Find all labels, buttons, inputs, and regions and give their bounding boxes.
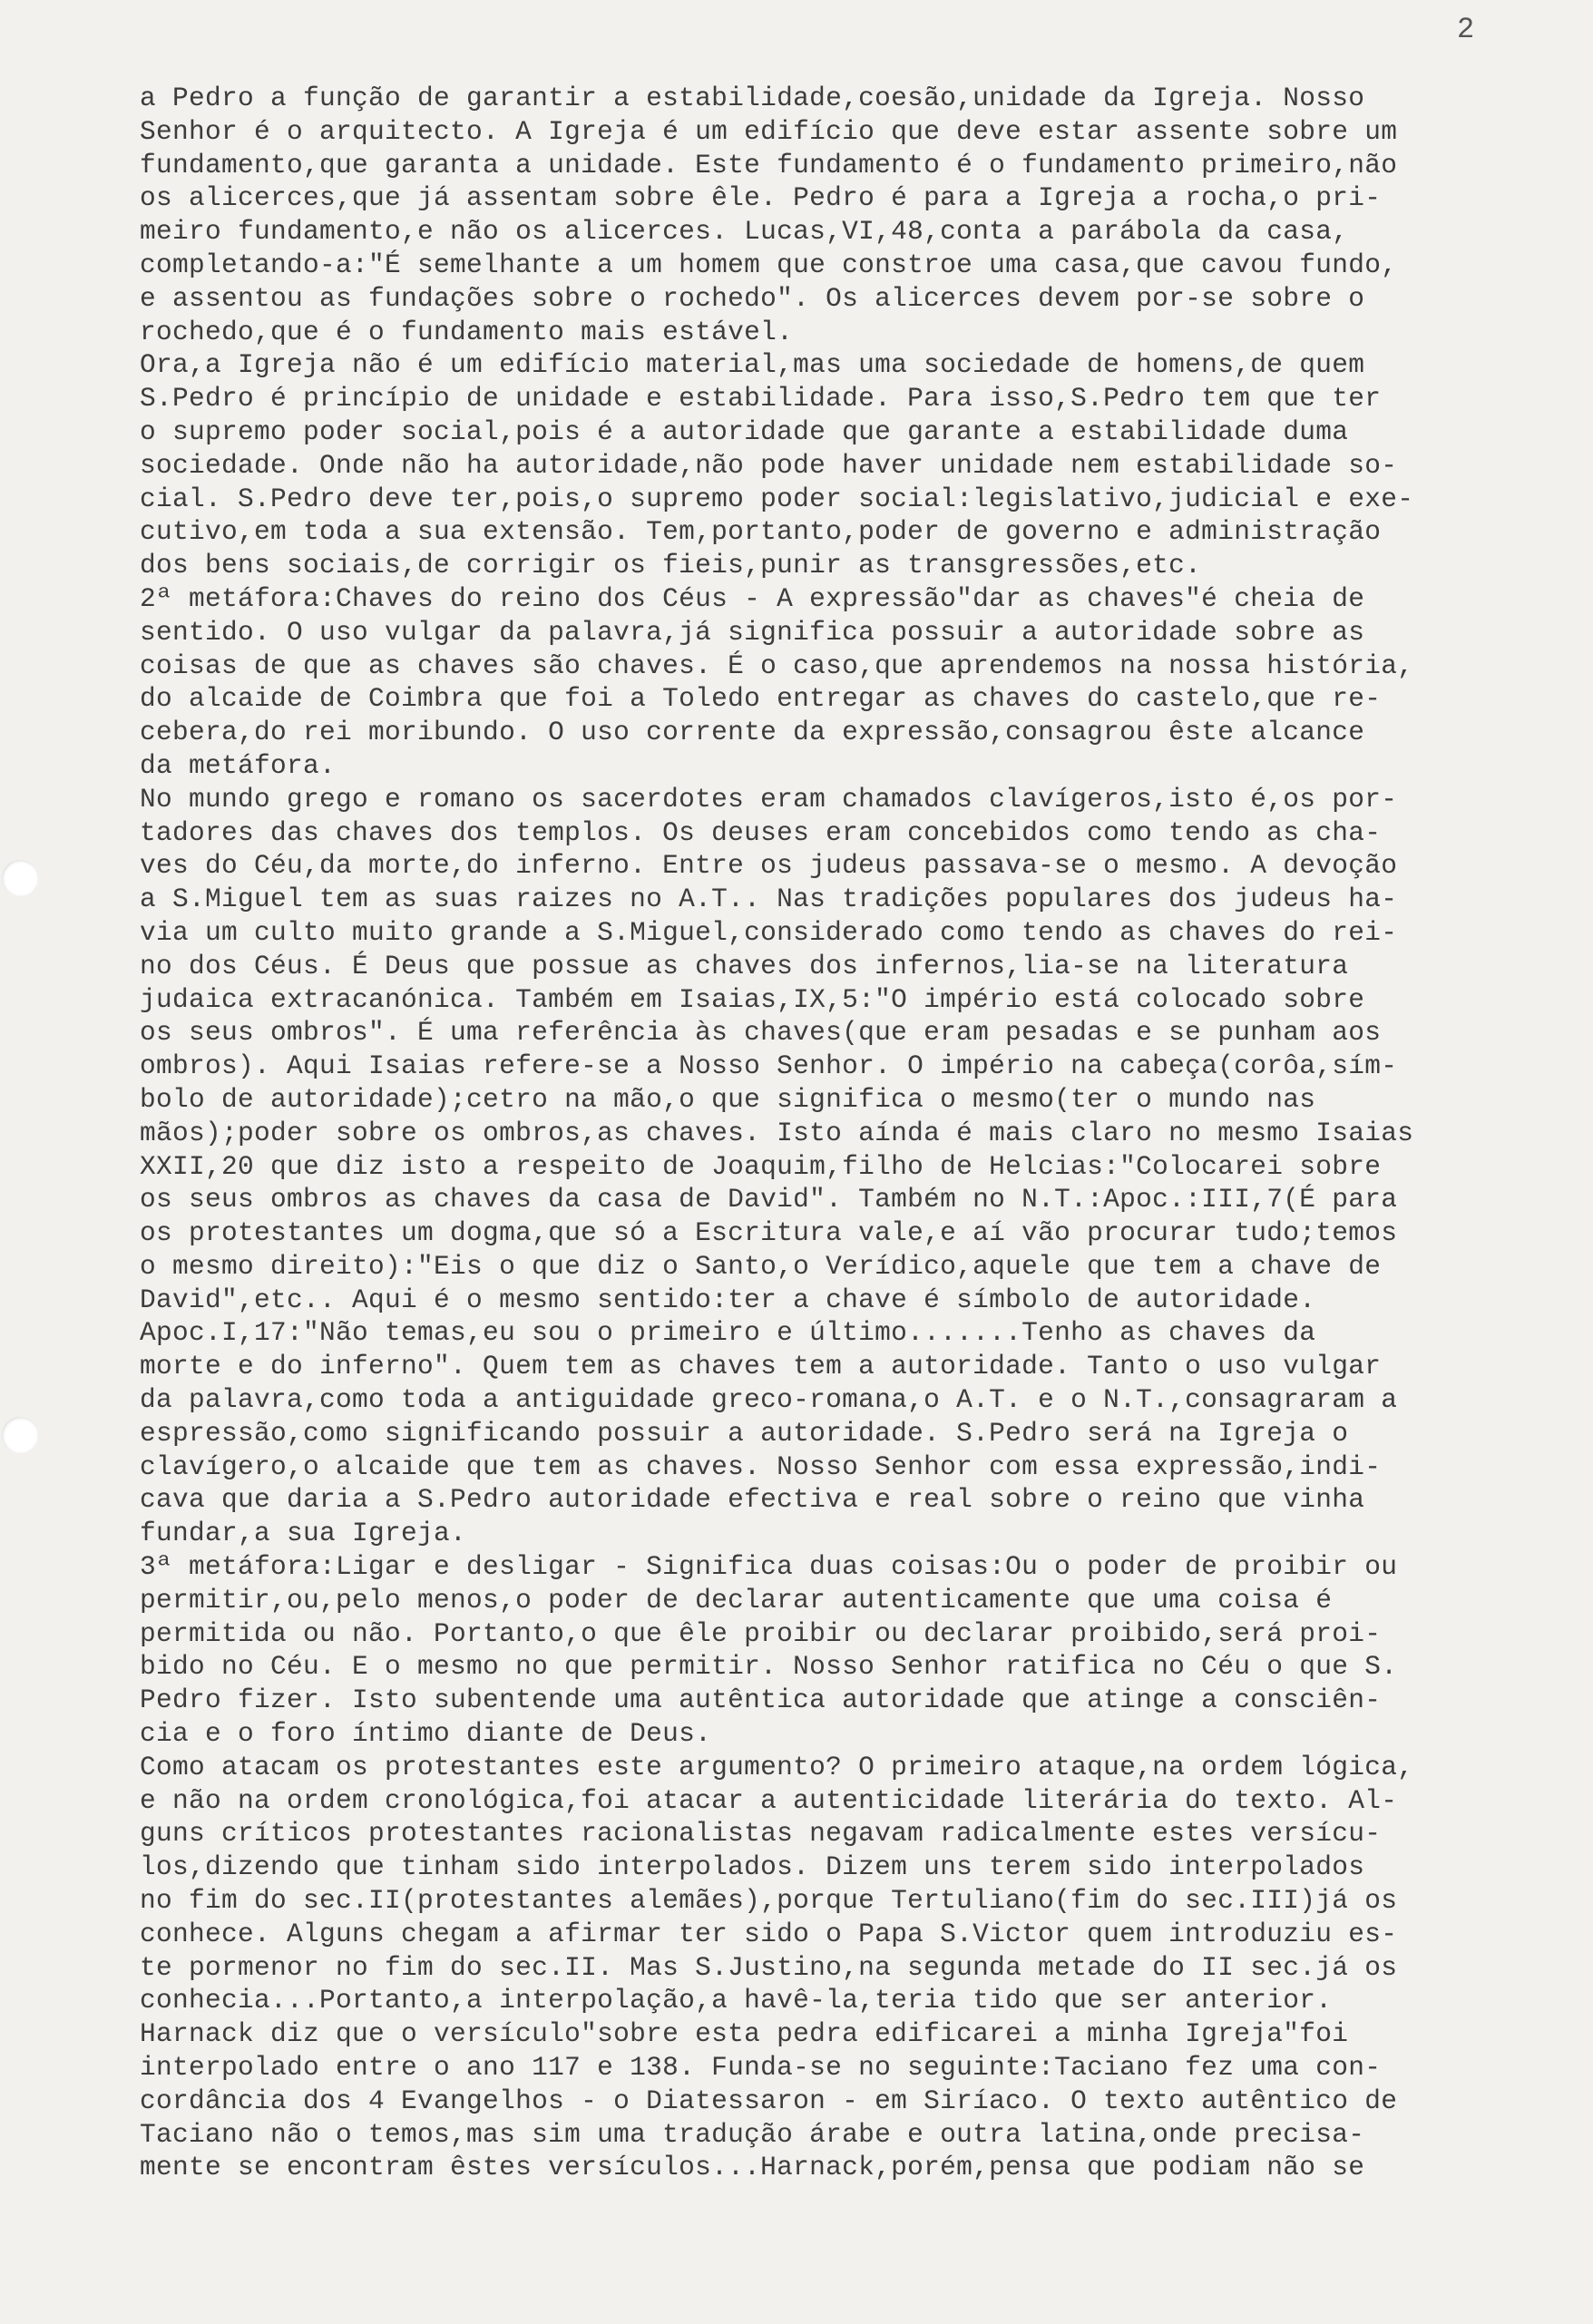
text-line: a S.Miguel tem as suas raizes no A.T.. Nas tradições populares dos judeus ha-	[140, 884, 1398, 915]
text-line: S.Pedro é princípio de unidade e estabilidade. Para isso,S.Pedro tem que ter	[140, 383, 1382, 415]
text-line: Taciano não o temos,mas sim uma tradução árabe e outra latina,onde precisa-	[140, 2118, 1365, 2150]
text-line: o mesmo direito):"Eis o que diz o Santo,o Verídico,aquele que tem a chave de	[140, 1250, 1382, 1282]
text-line: os protestantes um dogma,que só a Escritura vale,e aí vão procurar tudo;temos	[140, 1217, 1398, 1249]
text-line: ves do Céu,da morte,do inferno. Entre os judeus passava-se o mesmo. A devoção	[140, 850, 1398, 882]
text-line: do alcaide de Coimbra que foi a Toledo entregar as chaves do castelo,que re-	[140, 683, 1382, 715]
text-line: fundar,a sua Igreja.	[140, 1518, 467, 1549]
text-line: no dos Céus. É Deus que possue as chaves dos infernos,lia-se na literatura	[140, 950, 1349, 981]
page-number: 2	[1457, 13, 1475, 46]
text-line: os seus ombros as chaves da casa de David". Também no N.T.:Apoc.:III,7(É para	[140, 1184, 1398, 1216]
text-line: a Pedro a função de garantir a estabilidade,coesão,unidade da Igreja. Nosso	[140, 83, 1365, 113]
text-line: David",etc.. Aqui é o mesmo sentido:ter a chave é símbolo de autoridade.	[140, 1284, 1316, 1315]
text-line: XXII,20 que diz isto a respeito de Joaquim,filho de Helcias:"Colocarei sobre	[140, 1150, 1382, 1182]
text-line: tadores das chaves dos templos. Os deuses eram concebidos como tendo as cha-	[140, 816, 1382, 848]
text-line: cial. S.Pedro deve ter,pois,o supremo poder social:legislativo,judicial e exe-	[140, 483, 1414, 514]
text-line: morte e do inferno". Quem tem as chaves tem a autoridade. Tanto o uso vulgar	[140, 1351, 1382, 1382]
text-line: conhece. Alguns chegam a afirmar ter sido o Papa S.Victor quem introduziu es-	[140, 1918, 1398, 1949]
text-line: 2ª metáfora:Chaves do reino dos Céus - A expressão"dar as chaves"é cheia de	[140, 582, 1365, 614]
text-line: os alicerces,que já assentam sobre êle. Pedro é para a Igreja a rocha,o pri-	[140, 182, 1382, 214]
text-line: o supremo poder social,pois é a autoridade que garante a estabilidade duma	[140, 415, 1349, 447]
text-line: cutivo,em toda a sua extensão. Tem,portanto,poder de governo e administração	[140, 516, 1382, 548]
text-line: rochedo,que é o fundamento mais estável.	[140, 316, 794, 347]
punch-hole-lower	[2, 1417, 38, 1453]
text-line: bido no Céu. E o mesmo no que permitir. Nosso Senhor ratifica no Céu o que S.	[140, 1651, 1398, 1683]
text-line: Apoc.I,17:"Não temas,eu sou o primeiro e último.......Tenho as chaves da	[140, 1317, 1316, 1349]
text-line: via um culto muito grande a S.Miguel,considerado como tendo as chaves do rei-	[140, 916, 1398, 948]
text-line: e não na ordem cronológica,foi atacar a autenticidade literária do texto. Al-	[140, 1784, 1398, 1816]
text-line: conhecia...Portanto,a interpolação,a havê-la,teria tido que ser anterior.	[140, 1985, 1333, 2016]
text-line: cebera,do rei moribundo. O uso corrente da expressão,consagrou êste alcance	[140, 717, 1365, 748]
text-line: sociedade. Onde não ha autoridade,não pode haver unidade nem estabilidade so-	[140, 449, 1398, 481]
text-line: bolo de autoridade);cetro na mão,o que significa o mesmo(ter o mundo nas	[140, 1083, 1316, 1115]
text-line: da palavra,como toda a antiguidade greco-romana,o A.T. e o N.T.,consagraram a	[140, 1384, 1398, 1416]
text-line: clavígero,o alcaide que tem as chaves. Nosso Senhor com essa expressão,indi-	[140, 1450, 1382, 1482]
text-line: Como atacam os protestantes este argumento? O primeiro ataque,na ordem lógica,	[140, 1751, 1414, 1782]
text-line: interpolado entre o ano 117 e 138. Funda-se no seguinte:Taciano fez uma con-	[140, 2052, 1382, 2084]
text-line: completando-a:"É semelhante a um homem que constroe uma casa,que cavou fundo,	[140, 249, 1398, 280]
text-line: Senhor é o arquitecto. A Igreja é um edifício que deve estar assente sobre um	[140, 115, 1398, 147]
text-line: Pedro fizer. Isto subentende uma autêntica autoridade que atinge a consciên-	[140, 1684, 1382, 1716]
text-line: guns críticos protestantes racionalistas negavam radicalmente estes versícu-	[140, 1818, 1382, 1850]
text-line: no fim do sec.II(protestantes alemães),porque Tertuliano(fim do sec.III)já os	[140, 1885, 1398, 1917]
text-line: los,dizendo que tinham sido interpolados. Dizem uns terem sido interpolados	[140, 1851, 1365, 1883]
text-line: permitir,ou,pelo menos,o poder de declarar autenticamente que uma coisa é	[140, 1584, 1333, 1616]
text-line: espressão,como significando possuir a autoridade. S.Pedro será na Igreja o	[140, 1417, 1349, 1449]
text-line: mãos);poder sobre os ombros,as chaves. Isto aínda é mais claro no mesmo Isaias	[140, 1117, 1414, 1148]
text-line: fundamento,que garanta a unidade. Este fundamento é o fundamento primeiro,não	[140, 149, 1398, 181]
text-line: judaica extracanónica. Também em Isaias,IX,5:"O império está colocado sobre	[140, 983, 1365, 1015]
body-text	[140, 82, 1555, 2184]
text-line: os seus ombros". É uma referência às chaves(que eram pesadas e se punham aos	[140, 1017, 1382, 1049]
text-line: coisas de que as chaves são chaves. É o caso,que aprendemos na nossa história,	[140, 649, 1414, 681]
text-line: te pormenor no fim do sec.II. Mas S.Justino,na segunda metade do II sec.já os	[140, 1951, 1398, 1983]
text-line: e assentou as fundações sobre o rochedo". Os alicerces devem por-se sobre o	[140, 282, 1365, 314]
text-line: cordância dos 4 Evangelhos - o Diatessaron - em Siríaco. O texto autêntico de	[140, 2085, 1398, 2116]
text-line: permitida ou não. Portanto,o que êle proibir ou declarar proibido,será proi-	[140, 1617, 1382, 1649]
text-line: cava que daria a S.Pedro autoridade efectiva e real sobre o reino que vinha	[140, 1484, 1365, 1516]
text-line: Harnack diz que o versículo"sobre esta pedra edificarei a minha Igreja"foi	[140, 2018, 1349, 2050]
text-line: dos bens sociais,de corrigir os fieis,punir as transgressões,etc.	[140, 550, 1202, 581]
text-line: 3ª metáfora:Ligar e desligar - Significa duas coisas:Ou o poder de proibir ou	[140, 1551, 1398, 1583]
text-line: ombros). Aqui Isaias refere-se a Nosso Senhor. O império na cabeça(corôa,sím-	[140, 1050, 1398, 1082]
text-line: sentido. O uso vulgar da palavra,já significa possuir a autoridade sobre as	[140, 616, 1365, 648]
text-line: meiro fundamento,e não os alicerces. Lucas,VI,48,conta a parábola da casa,	[140, 216, 1349, 248]
text-line: Ora,a Igreja não é um edifício material,mas uma sociedade de homens,de quem	[140, 349, 1365, 381]
text-line: mente se encontram êstes versículos...Harnack,porém,pensa que podiam não se	[140, 2152, 1365, 2183]
text-line: cia e o foro íntimo diante de Deus.	[140, 1718, 712, 1750]
punch-hole-upper	[2, 860, 38, 896]
text-line: da metáfora.	[140, 749, 337, 781]
text-line: No mundo grego e romano os sacerdotes eram chamados clavígeros,isto é,os por-	[140, 783, 1398, 815]
